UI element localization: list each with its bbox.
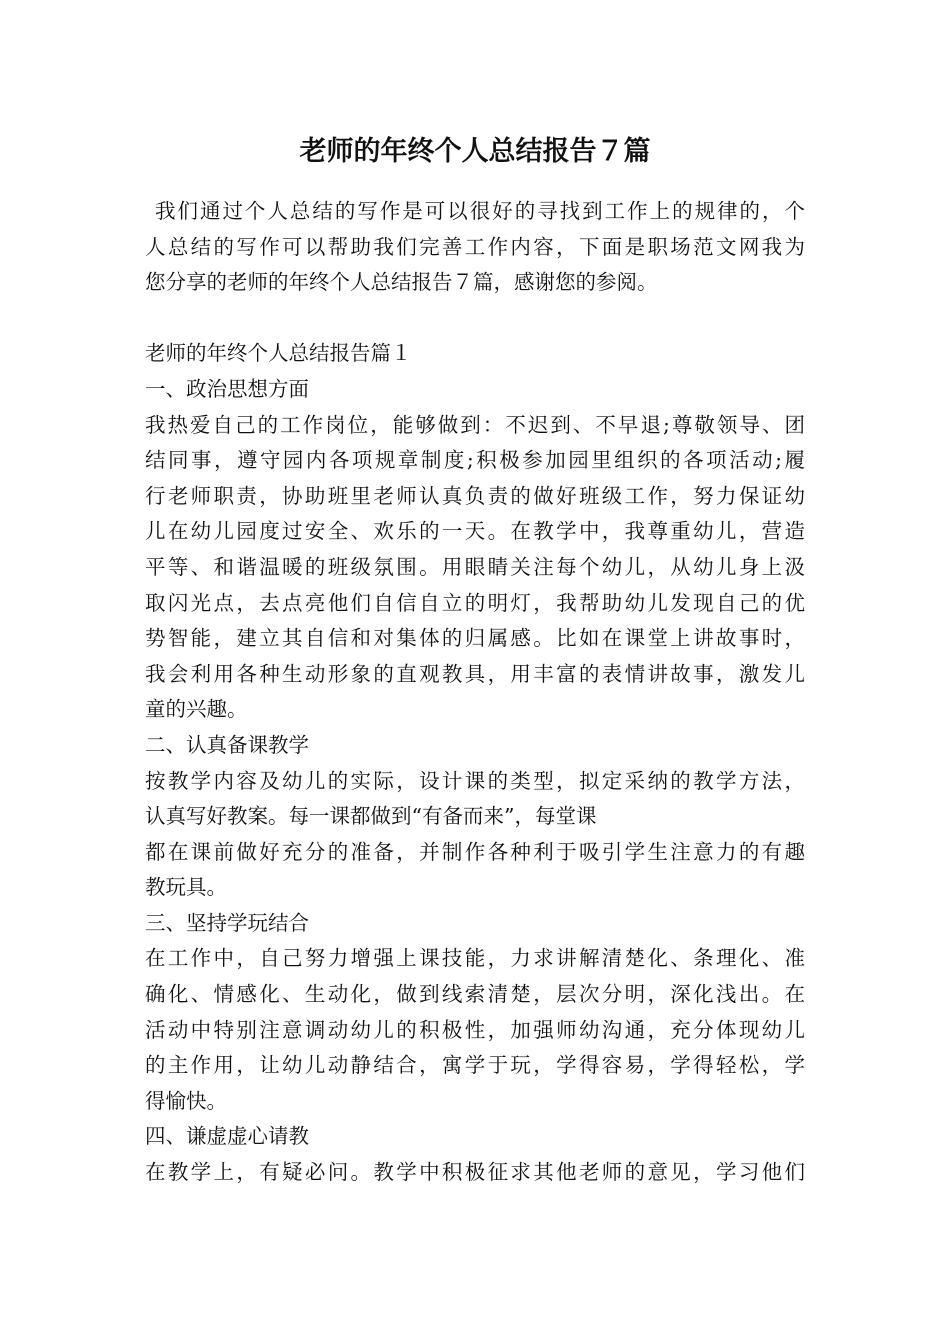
paragraph-gap (145, 301, 805, 337)
intro-line: 我们通过个人总结的写作是可以很好的寻找到工作上的规律的，个 (155, 199, 805, 223)
section-heading: 三、坚持学玩结合 (145, 910, 309, 935)
section-line: 在工作中，自己努力增强上课技能，力求讲解清楚化、条理化、准 (145, 946, 805, 971)
section-heading: 一、政治思想方面 (145, 376, 309, 401)
section-line: 在教学上，有疑必问。教学中积极征求其他老师的意见，学习他们 (145, 1160, 805, 1185)
section-line: 行老师职责，协助班里老师认真负责的做好班级工作，努力保证幼 (145, 483, 805, 508)
section-line: 取闪光点，去点亮他们自信自立的明灯，我帮助幼儿发现自己的优 (145, 590, 805, 615)
article-heading: 老师的年终个人总结报告篇１ (145, 341, 412, 366)
section-line: 确化、情感化、生动化，做到线索清楚，层次分明，深化浅出。在 (145, 982, 805, 1007)
section-line: 都在课前做好充分的准备，并制作各种利于吸引学生注意力的有趣 (145, 839, 805, 864)
section-line: 的主作用，让幼儿动静结合，寓学于玩，学得容易，学得轻松，学 (145, 1053, 805, 1078)
section-line: 得愉快。 (145, 1088, 227, 1113)
section-line: 结同事，遵守园内各项规章制度;积极参加园里组织的各项活动;履 (145, 448, 805, 473)
section-line: 教玩具。 (145, 875, 227, 900)
intro-line: 您分享的老师的年终个人总结报告７篇，感谢您的参阅。 (145, 270, 658, 295)
section-line: 势智能，建立其自信和对集体的归属感。比如在课堂上讲故事时， (145, 626, 805, 651)
section-line: 认真写好教案。每一课都做到“有备而来”，每堂课 (145, 804, 597, 829)
document-body (145, 194, 805, 1191)
section-line: 童的兴趣。 (145, 697, 248, 722)
section-heading: 四、谦虚虚心请教 (145, 1124, 309, 1149)
section-line: 我会利用各种生动形象的直观教具，用丰富的表情讲故事，激发儿 (145, 661, 805, 686)
section-line: 活动中特别注意调动幼儿的积极性，加强师幼沟通，充分体现幼儿 (145, 1017, 805, 1042)
section-line: 按教学内容及幼儿的实际，设计课的类型，拟定采纳的教学方法， (145, 768, 805, 793)
section-line: 我热爱自己的工作岗位，能够做到：不迟到、不早退;尊敬领导、团 (145, 412, 805, 437)
section-line: 儿在幼儿园度过安全、欢乐的一天。在教学中，我尊重幼儿，营造 (145, 519, 805, 544)
intro-line: 人总结的写作可以帮助我们完善工作内容，下面是职场范文网我为 (145, 234, 805, 259)
document-title: 老师的年终个人总结报告７篇 (299, 136, 651, 167)
section-heading: 二、认真备课教学 (145, 732, 309, 757)
section-line: 平等、和谐温暖的班级氛围。用眼睛关注每个幼儿，从幼儿身上汲 (145, 554, 805, 579)
